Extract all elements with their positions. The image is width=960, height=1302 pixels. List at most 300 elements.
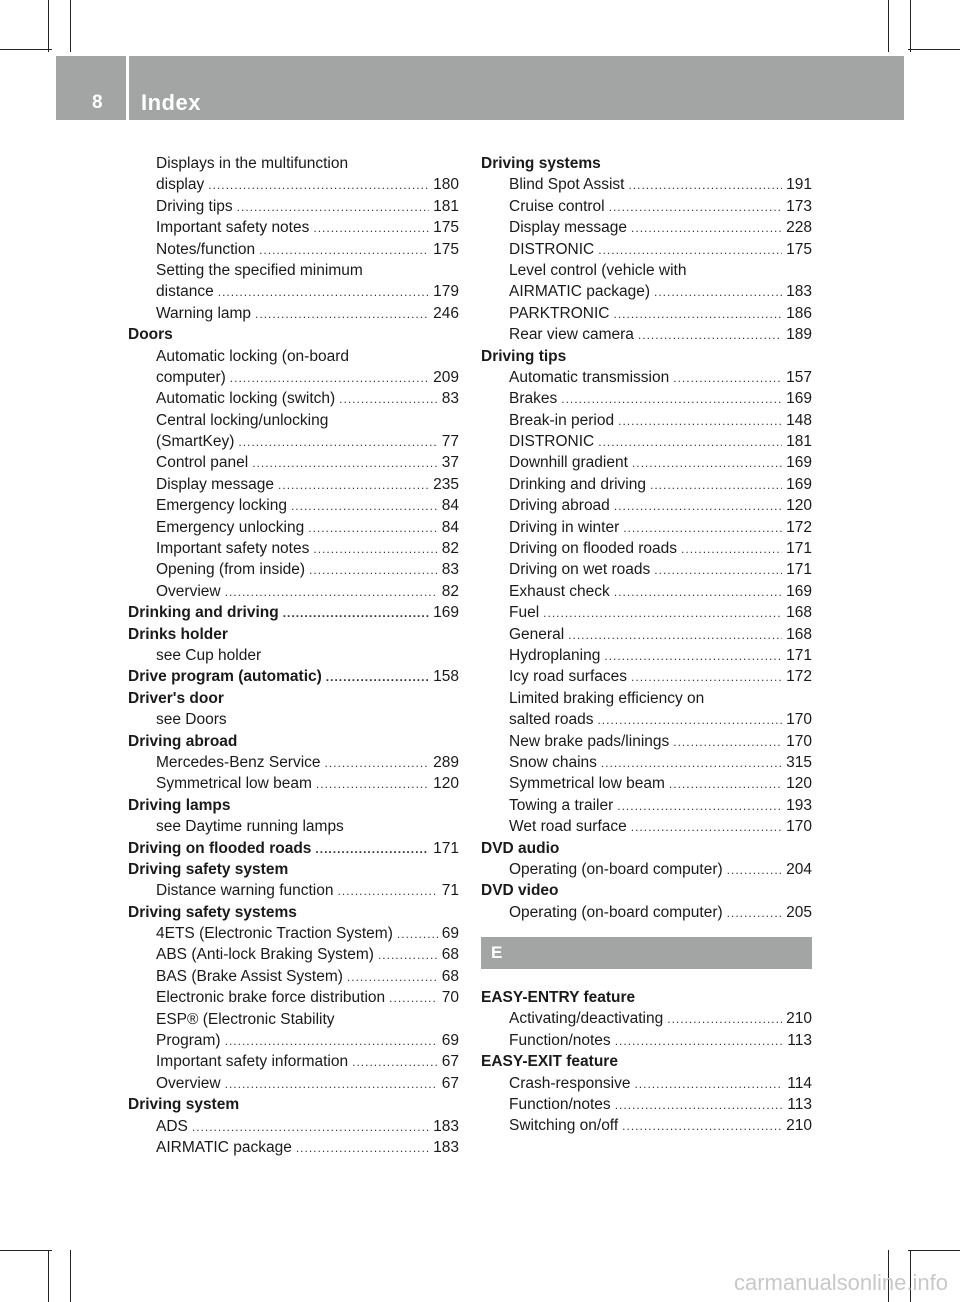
index-subentry	[481, 773, 812, 794]
dot-leader	[622, 1116, 782, 1137]
entry-label: Driving tips	[156, 197, 233, 215]
dot-leader	[667, 1009, 782, 1030]
page-ref: 169	[786, 390, 812, 408]
index-subentry	[481, 538, 812, 559]
index-subentry	[481, 196, 812, 217]
page-ref: 69	[441, 925, 459, 943]
index-subentry	[481, 731, 812, 752]
entry-label: Automatic locking (switch)	[156, 390, 336, 408]
page-ref: 183	[786, 283, 812, 301]
entry-label: Icy road surfaces	[509, 668, 628, 686]
page-ref: 189	[786, 326, 812, 344]
page-ref: 175	[433, 219, 459, 237]
dot-leader	[634, 1074, 783, 1095]
page-ref: 120	[786, 775, 812, 793]
page-title: Index	[141, 90, 201, 115]
dot-leader	[654, 560, 782, 581]
dot-leader	[617, 796, 782, 817]
index-subentry	[481, 388, 812, 409]
index-subentry	[128, 581, 459, 602]
page-ref: 175	[786, 240, 812, 258]
page-ref: 68	[441, 946, 459, 964]
entry-label: Driving abroad	[509, 497, 610, 515]
dot-leader	[316, 774, 429, 795]
index-subentry	[481, 281, 812, 302]
index-subentry	[481, 581, 812, 602]
entry-label: Exhaust check	[509, 582, 610, 600]
index-subentry	[481, 367, 812, 388]
index-subentry	[481, 452, 812, 473]
index-heading: EASY-EXIT feature	[481, 1053, 618, 1071]
page-ref: 82	[441, 582, 459, 600]
dot-leader	[650, 475, 782, 496]
index-subentry	[481, 859, 812, 880]
index-subentry-text: Central locking/unlocking	[156, 411, 329, 429]
page-ref: 70	[441, 989, 459, 1007]
index-heading: Drinks holder	[128, 625, 228, 643]
entry-label: ADS	[156, 1117, 188, 1135]
index-subentry-text: Limited braking efficiency on	[509, 689, 705, 707]
dot-leader	[225, 582, 438, 603]
crop-mark	[48, 0, 49, 52]
crop-mark	[0, 1250, 52, 1251]
dot-leader	[673, 732, 782, 753]
index-heading: DVD video	[481, 882, 559, 900]
entry-label: (SmartKey)	[156, 433, 235, 451]
entry-label: Downhill gradient	[509, 454, 628, 472]
entry-label: Opening (from inside)	[156, 561, 306, 579]
entry-label: Hydroplaning	[509, 646, 601, 664]
dot-leader	[598, 432, 782, 453]
entry-label: Snow chains	[509, 753, 597, 771]
page-ref: 172	[786, 518, 812, 536]
dot-leader	[614, 496, 782, 517]
index-subentry	[128, 367, 459, 388]
entry-label: Important safety notes	[156, 540, 310, 558]
index-subentry	[481, 559, 812, 580]
entry-label: Drive program (automatic)	[128, 668, 322, 686]
entry-label: Cruise control	[509, 197, 605, 215]
index-subentry	[128, 987, 459, 1008]
page-ref: 157	[786, 368, 812, 386]
entry-label: AIRMATIC package	[156, 1138, 292, 1156]
dot-leader	[604, 646, 782, 667]
crop-mark	[70, 0, 71, 52]
index-subentry	[481, 602, 812, 623]
entry-label: ABS (Anti-lock Braking System)	[156, 946, 374, 964]
page-ref: 114	[787, 1074, 812, 1092]
entry-label: DISTRONIC	[509, 433, 595, 451]
dot-leader	[255, 304, 429, 325]
index-heading: EASY-ENTRY feature	[481, 989, 636, 1007]
entry-label: Driving on flooded roads	[509, 540, 678, 558]
dot-leader	[192, 1117, 429, 1138]
dot-leader	[296, 1138, 429, 1159]
index-subentry-text: see Daytime running lamps	[156, 818, 344, 836]
page-ref: 170	[786, 732, 812, 750]
index-subentry	[128, 559, 459, 580]
page-ref: 175	[433, 240, 459, 258]
page-ref: 204	[786, 860, 812, 878]
entry-label: salted roads	[509, 711, 594, 729]
page-ref: 170	[786, 818, 812, 836]
dot-leader	[615, 1031, 784, 1052]
index-subentry	[128, 217, 459, 238]
index-subentry	[128, 431, 459, 452]
dot-leader	[561, 389, 782, 410]
index-heading: Driving lamps	[128, 796, 231, 814]
index-subentry	[481, 431, 812, 452]
index-subentry	[128, 1030, 459, 1051]
dot-leader	[598, 240, 782, 261]
index-subentry	[481, 795, 812, 816]
entry-label: General	[509, 625, 565, 643]
index-heading: Driving systems	[481, 155, 601, 172]
page-ref: 169	[786, 475, 812, 493]
index-subentry	[481, 902, 812, 923]
entry-label: Rear view camera	[509, 326, 634, 344]
index-subentry	[481, 752, 812, 773]
entry-label: Electronic brake force distribution	[156, 989, 386, 1007]
crop-mark	[48, 1250, 49, 1302]
section-letter-band: E	[481, 937, 812, 969]
page-ref: 77	[441, 433, 459, 451]
index-subentry	[128, 239, 459, 260]
page-number: 8	[92, 92, 103, 113]
entry-label: computer)	[156, 368, 226, 386]
index-subentry	[128, 880, 459, 901]
page-ref: 113	[787, 1031, 812, 1049]
dot-leader	[618, 411, 782, 432]
entry-label: Notes/function	[156, 240, 256, 258]
entry-label: Display message	[509, 219, 628, 237]
entry-label: Driving in winter	[509, 518, 620, 536]
entry-label: Emergency unlocking	[156, 518, 305, 536]
index-subentry	[128, 1051, 459, 1072]
index-subentry	[128, 966, 459, 987]
page-ref: 315	[786, 753, 812, 771]
page-ref: 179	[433, 283, 459, 301]
entry-label: Program)	[156, 1032, 221, 1050]
entry-label: Display message	[156, 475, 275, 493]
page-ref: 181	[433, 197, 459, 215]
dot-leader	[397, 924, 438, 945]
dot-leader	[308, 518, 438, 539]
index-subentry	[128, 1137, 459, 1158]
dot-leader	[291, 496, 438, 517]
entry-label: Mercedes-Benz Service	[156, 753, 321, 771]
dot-leader	[237, 197, 429, 218]
dot-leader	[631, 817, 782, 838]
crop-mark	[0, 49, 52, 50]
entry-label: Driving on flooded roads	[128, 839, 312, 857]
dot-leader	[613, 304, 782, 325]
dot-leader	[727, 860, 782, 881]
index-subentry	[128, 495, 459, 516]
entry-label: Overview	[156, 582, 221, 600]
dot-leader	[208, 175, 429, 196]
index-heading-entry	[128, 666, 459, 687]
page-ref: 205	[786, 903, 812, 921]
dot-leader	[615, 1095, 784, 1116]
crop-mark	[888, 0, 889, 52]
index-subentry	[481, 410, 812, 431]
entry-label: Wet road surface	[509, 818, 627, 836]
dot-leader	[378, 945, 438, 966]
dot-leader	[252, 453, 438, 474]
index-column-left	[128, 153, 459, 1158]
entry-label: New brake pads/linings	[509, 732, 670, 750]
page-ref: 180	[433, 176, 459, 194]
dot-leader	[225, 1074, 438, 1095]
page-ref: 246	[433, 304, 459, 322]
index-heading-entry	[128, 838, 459, 859]
dot-leader	[313, 218, 429, 239]
page-ref: 71	[441, 882, 459, 900]
page-ref: 67	[441, 1053, 459, 1071]
index-subentry	[128, 1073, 459, 1094]
dot-leader	[313, 539, 437, 560]
index-subentry	[128, 538, 459, 559]
index-subentry	[481, 517, 812, 538]
page-ref: 83	[441, 390, 459, 408]
dot-leader	[669, 774, 782, 795]
page-ref: 82	[441, 540, 459, 558]
dot-leader	[225, 1031, 438, 1052]
entry-label: Warning lamp	[156, 304, 252, 322]
dot-leader	[309, 560, 438, 581]
page-ref: 120	[433, 775, 459, 793]
page-ref: 186	[786, 304, 812, 322]
dot-leader	[315, 839, 429, 860]
page-ref: 183	[433, 1138, 459, 1156]
entry-label: BAS (Brake Assist System)	[156, 967, 343, 985]
dot-leader	[325, 753, 430, 774]
page-ref: 171	[433, 839, 459, 857]
page-ref: 210	[786, 1010, 812, 1028]
page-ref: 169	[433, 604, 459, 622]
entry-label: AIRMATIC package)	[509, 283, 650, 301]
page-ref: 235	[433, 475, 459, 493]
index-subentry	[481, 1115, 812, 1136]
entry-label: Activating/deactivating	[509, 1010, 664, 1028]
page-ref: 193	[786, 796, 812, 814]
entry-label: Break-in period	[509, 411, 615, 429]
entry-label: Automatic transmission	[509, 368, 670, 386]
dot-leader	[681, 539, 782, 560]
page-ref: 289	[433, 753, 459, 771]
dot-leader	[339, 389, 438, 410]
entry-label: Brakes	[509, 390, 558, 408]
dot-leader	[389, 988, 438, 1009]
index-heading: Driving safety system	[128, 860, 289, 878]
dot-leader	[259, 240, 429, 261]
entry-label: Drinking and driving	[509, 475, 646, 493]
index-column-right	[481, 153, 812, 1137]
dot-leader	[347, 967, 438, 988]
crop-mark	[908, 1250, 960, 1251]
page-ref: 68	[441, 967, 459, 985]
index-subentry	[128, 474, 459, 495]
entry-label: Crash-responsive	[509, 1074, 631, 1092]
index-subentry	[128, 452, 459, 473]
page-ref: 191	[786, 176, 812, 194]
index-heading: Driving system	[128, 1096, 240, 1114]
dot-leader	[614, 582, 782, 603]
dot-leader	[631, 667, 782, 688]
index-subentry	[481, 324, 812, 345]
page-ref: 120	[786, 497, 812, 515]
index-subentry-text: see Doors	[156, 711, 227, 729]
crop-mark	[70, 1250, 71, 1302]
entry-label: distance	[156, 283, 214, 301]
index-subentry	[481, 303, 812, 324]
index-subentry	[128, 773, 459, 794]
crop-mark	[910, 0, 911, 52]
index-heading: DVD audio	[481, 839, 560, 857]
index-subentry	[128, 517, 459, 538]
page-ref: 171	[786, 646, 812, 664]
page-ref: 67	[441, 1074, 459, 1092]
entry-label: Overview	[156, 1074, 221, 1092]
index-subentry-text: Level control (vehicle with	[509, 261, 687, 279]
entry-label: Distance warning function	[156, 882, 334, 900]
page-ref: 69	[441, 1032, 459, 1050]
page-ref: 168	[786, 604, 812, 622]
index-subentry	[481, 816, 812, 837]
index-subentry	[481, 645, 812, 666]
dot-leader	[326, 667, 429, 688]
dot-leader	[568, 625, 782, 646]
page-ref: 84	[441, 497, 459, 515]
dot-leader	[352, 1052, 438, 1073]
entry-label: Towing a trailer	[509, 796, 614, 814]
page-ref: 169	[786, 454, 812, 472]
index-heading: Doors	[128, 326, 173, 344]
index-subentry	[481, 174, 812, 195]
dot-leader	[230, 368, 429, 389]
index-subentry	[481, 1073, 812, 1094]
index-subentry	[128, 944, 459, 965]
index-subentry	[481, 239, 812, 260]
entry-label: Emergency locking	[156, 497, 287, 515]
page-ref: 113	[787, 1096, 812, 1114]
dot-leader	[218, 282, 429, 303]
page-ref: 170	[786, 711, 812, 729]
index-subentry	[481, 1094, 812, 1115]
entry-label: Driving on wet roads	[509, 561, 651, 579]
index-subentry	[481, 1008, 812, 1029]
index-subentry-text: Displays in the multifunction	[156, 155, 349, 172]
index-subentry-text: see Cup holder	[156, 646, 262, 664]
entry-label: Important safety information	[156, 1053, 349, 1071]
dot-leader	[673, 368, 782, 389]
page-ref: 83	[441, 561, 459, 579]
index-subentry	[481, 495, 812, 516]
page-ref: 183	[433, 1117, 459, 1135]
watermark: carmanualsonline.info	[733, 1270, 948, 1295]
page-ref: 171	[786, 540, 812, 558]
entry-label: Control panel	[156, 454, 249, 472]
page-ref: 181	[786, 433, 812, 451]
index-subentry	[128, 923, 459, 944]
dot-leader	[727, 903, 782, 924]
index-subentry	[128, 303, 459, 324]
entry-label: Switching on/off	[509, 1117, 619, 1135]
entry-label: display	[156, 176, 205, 194]
index-subentry	[481, 666, 812, 687]
index-subentry-text: Setting the specified minimum	[156, 261, 363, 279]
dot-leader	[654, 282, 782, 303]
index-subentry	[128, 196, 459, 217]
index-subentry	[128, 388, 459, 409]
index-subentry	[481, 474, 812, 495]
dot-leader	[631, 218, 782, 239]
index-heading: Driving abroad	[128, 732, 238, 750]
entry-label: Drinking and driving	[128, 604, 279, 622]
entry-label: Operating (on-board computer)	[509, 903, 723, 921]
dot-leader	[623, 518, 782, 539]
index-heading: Driving safety systems	[128, 903, 297, 921]
page-ref: 84	[441, 518, 459, 536]
dot-leader	[238, 432, 437, 453]
entry-label: Blind Spot Assist	[509, 176, 625, 194]
index-subentry	[128, 281, 459, 302]
dot-leader	[632, 453, 782, 474]
dot-leader	[543, 603, 782, 624]
page-ref: 173	[786, 197, 812, 215]
dot-leader	[609, 197, 783, 218]
dot-leader	[628, 175, 782, 196]
index-subentry	[481, 624, 812, 645]
entry-label: Symmetrical low beam	[509, 775, 665, 793]
page-ref: 37	[441, 454, 459, 472]
index-subentry-text: ESP® (Electronic Stability	[156, 1010, 335, 1028]
dot-leader	[597, 710, 782, 731]
entry-label: Fuel	[509, 604, 540, 622]
entry-label: Function/notes	[509, 1031, 611, 1049]
page-ref: 168	[786, 625, 812, 643]
page-ref: 158	[433, 668, 459, 686]
index-subentry	[481, 217, 812, 238]
entry-label: DISTRONIC	[509, 240, 595, 258]
index-heading: Driver's door	[128, 689, 224, 707]
page-ref: 148	[786, 411, 812, 429]
index-heading-entry	[128, 602, 459, 623]
dot-leader	[638, 325, 782, 346]
entry-label: Operating (on-board computer)	[509, 860, 723, 878]
index-subentry	[481, 1030, 812, 1051]
entry-label: Symmetrical low beam	[156, 775, 312, 793]
dot-leader	[283, 603, 429, 624]
page-ref: 171	[786, 561, 812, 579]
page-ref: 169	[786, 582, 812, 600]
index-heading: Driving tips	[481, 347, 567, 365]
index-subentry	[128, 752, 459, 773]
header-divider	[126, 56, 129, 120]
entry-label: Important safety notes	[156, 219, 310, 237]
dot-leader	[338, 881, 438, 902]
entry-label: PARKTRONIC	[509, 304, 610, 322]
entry-label: Function/notes	[509, 1096, 611, 1114]
dot-leader	[278, 475, 429, 496]
page-ref: 172	[786, 668, 812, 686]
page-ref: 209	[433, 368, 459, 386]
crop-mark	[908, 49, 960, 50]
dot-leader	[601, 753, 782, 774]
index-subentry	[128, 1116, 459, 1137]
index-subentry-text: Automatic locking (on-board	[156, 347, 349, 365]
